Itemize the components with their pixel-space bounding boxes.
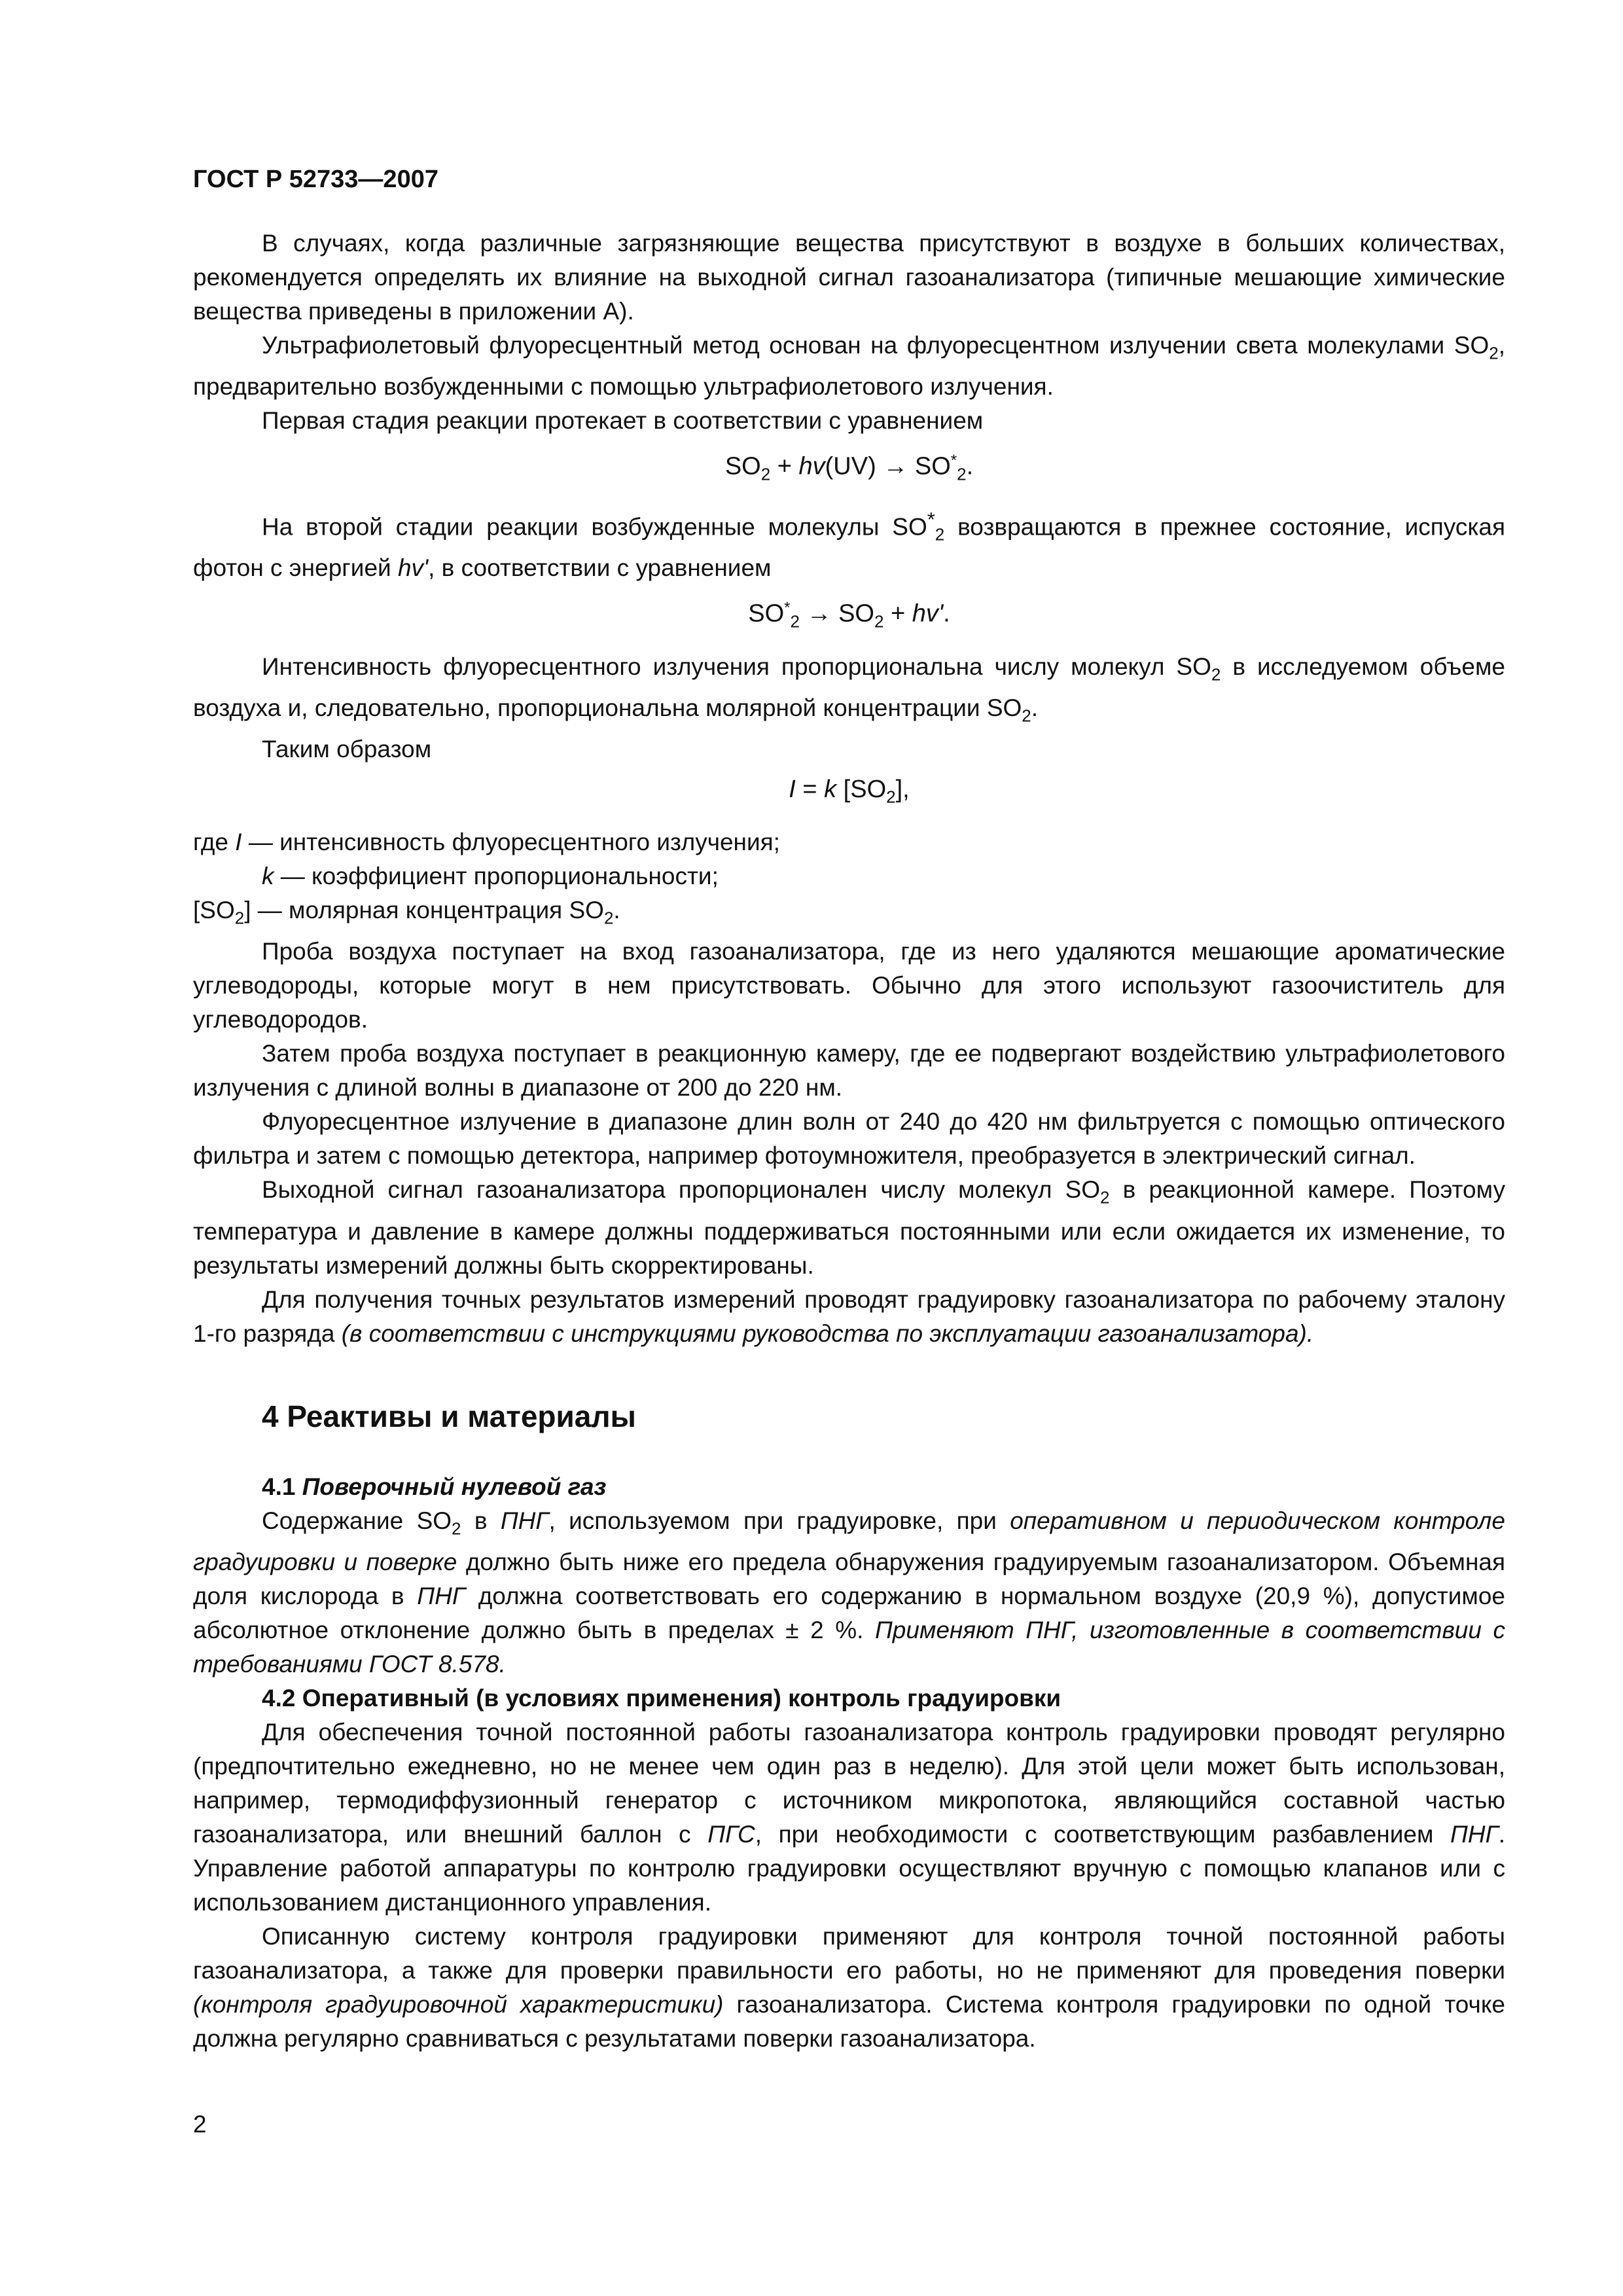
equation-intensity: I = k $[SO_2]$, bbox=[789, 776, 910, 807]
section-heading-reagents: 4 Реактивы и материалы bbox=[262, 1399, 636, 1433]
page-number: 2 bbox=[193, 2111, 207, 2138]
definition-intensity: где I — интенсивность флуоресцентного излучения; bbox=[193, 828, 780, 855]
definition-coefficient: k — коэффициент пропорциональности; bbox=[262, 862, 719, 889]
equation-excitation: $SO_2 + hv(UV) \to SO^*_2$. bbox=[724, 452, 974, 484]
paragraph-fluorescence-filter: Флуоресцентное излучение в диапазоне длин волн от 240 до 420 нм фильтруется с помощью оптического фильтра и затем с помощью детектора, например фотоумножителя, преобразуется в электрический сигнал. bbox=[193, 1108, 1505, 1170]
paragraph-control-system: Описанную систему контроля градуировки применяют для контроля точной постоянной работы газоанализатора, а также для проверки правильности его работы, но не применяют для проведения поверки (контроля градуировочной характеристики) газоанализатора. Система контроля градуировки по одной точке должна регулярно сравниваться с результатами поверки газоанализатора. bbox=[193, 1923, 1505, 2053]
paragraph-interference: В случаях, когда различные загрязняющие вещества присутствуют в воздухе в больших количествах, рекомендуется определять их влияние на выходной сигнал газоанализатора (типичные мешающие химические вещества приведены в приложении А). bbox=[193, 230, 1505, 325]
subsection-heading-operational-control: 4.2 Оперативный (в условиях применения) контроль градуировки bbox=[262, 1685, 1061, 1712]
definition-concentration: $[SO_2]$ — молярная концентрация $SO_2$. bbox=[193, 896, 620, 928]
paragraph-first-stage: Первая стадия реакции протекает в соответствии с уравнением bbox=[262, 407, 984, 435]
paragraph-thus: Таким образом bbox=[262, 736, 432, 763]
paragraph-reaction-chamber: Затем проба воздуха поступает в реакционную камеру, где ее подвергают воздействию ультрафиолетового излучения с длиной волны в диапазоне от 200 до 220 нм. bbox=[193, 1040, 1505, 1102]
equation-emission: $SO^*_2 \to SO_2 + hv'$. bbox=[748, 599, 950, 632]
document-header: ГОСТ Р 52733—2007 bbox=[193, 166, 438, 193]
paragraph-output-signal: Выходной сигнал газоанализатора пропорционален числу молекул $SO_2$ в реакционной камере. Поэтому температура и давление в камере должны поддерживаться постоянными или если ожидается их изменение, то результаты измерений должны быть скорректированы. bbox=[193, 1176, 1505, 1279]
paragraph-operational-control: Для обеспечения точной постоянной работы газоанализатора контроль градуировки проводят регулярно (предпочтительно ежедневно, но не менее чем один раз в неделю). Для этой цели может быть использован, например, термодиффузионный генератор с источником микропотока, являющийся составной частью газоанализатора, или внешний баллон с ПГС, при необходимости с соответствующим разбавлением ПНГ. Управление работой аппаратуры по контролю градуировки осуществляют вручную с помощью клапанов или с использованием дистанционного управления. bbox=[193, 1719, 1505, 1916]
paragraph-second-stage: На второй стадии реакции возбужденные молекулы $SO^*_2$ возвращаются в прежнее состояние, испуская фотон с энергией hv', в соответствии с уравнением bbox=[193, 507, 1505, 582]
paragraph-uv-method: Ультрафиолетовый флуоресцентный метод основан на флуоресцентном излучении света молекулами $SO_2$, предварительно возбужденными с помощью ультрафиолетового излучения. bbox=[193, 332, 1505, 401]
paragraph-calibration: Для получения точных результатов измерений проводят градуировку газоанализатора по рабочему эталону 1-го разряда (в соответствии с инструкциями руководства по эксплуатации газоанализатора). bbox=[193, 1285, 1505, 1347]
paragraph-air-sample: Проба воздуха поступает на вход газоанализатора, где из него удаляются мешающие ароматические углеводороды, которые могут в нем присутствовать. Обычно для этого используют газоочиститель для углеводородов. bbox=[193, 938, 1505, 1033]
paragraph-intensity: Интенсивность флуоресцентного излучения пропорциональна числу молекул $SO_2$ в исследуемом объеме воздуха и, следовательно, пропорциональна молярной концентрации $SO_2$. bbox=[193, 653, 1506, 726]
paragraph-zero-gas: Содержание $SO_2$ в ПНГ, используемом при градуировке, при оперативном и периодическом контроле градуировки и поверке должно быть ниже его предела обнаружения градуируемым газоанализатором. Объемная доля кислорода в ПНГ должна соответствовать его содержанию в нормальном воздухе (20,9 %), допустимое абсолютное отклонение должно быть в пределах ± 2 %. Применяют ПНГ, изготовленные в соответствии с требованиями ГОСТ 8.578. bbox=[193, 1507, 1506, 1678]
subsection-heading-zero-gas: 4.1 Поверочный нулевой газ bbox=[262, 1473, 607, 1500]
